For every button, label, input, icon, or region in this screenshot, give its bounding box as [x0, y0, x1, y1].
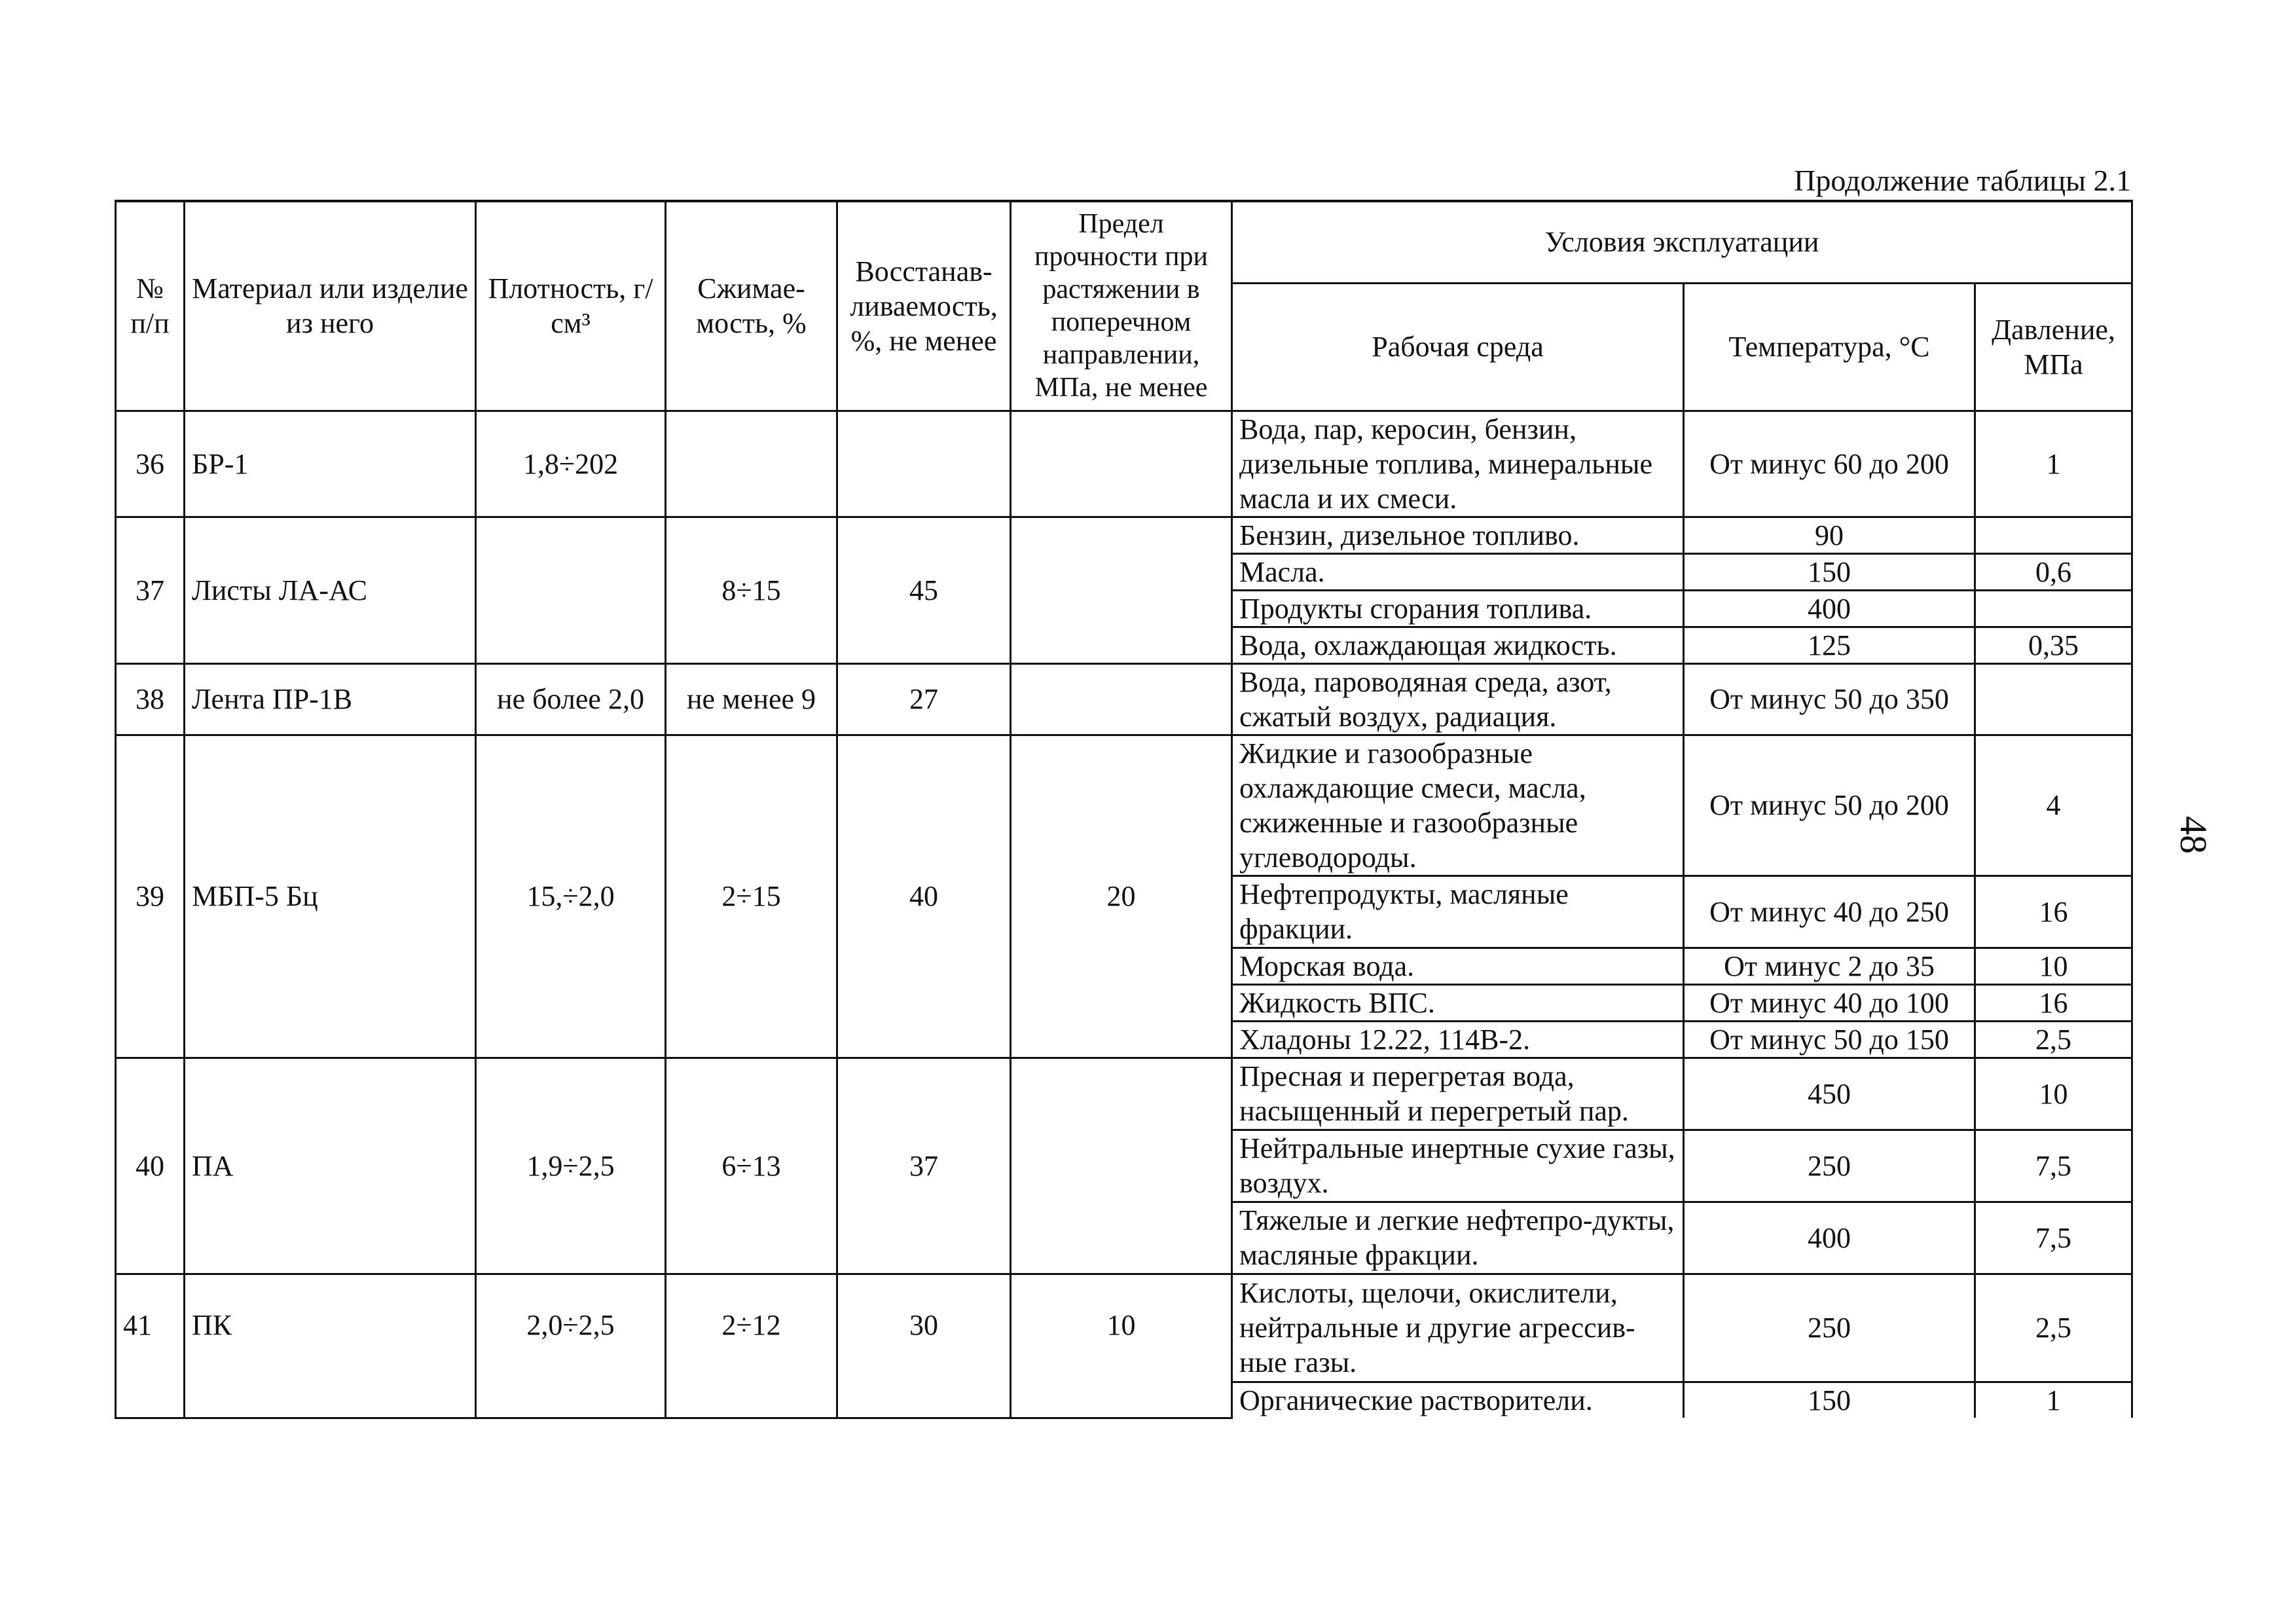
header-compressibility: Сжимае-мость, % — [666, 201, 837, 411]
temperature-value: От минус 50 до 350 — [1684, 663, 1975, 735]
pressure-value: 16 — [1975, 984, 2132, 1021]
medium-text: Хладоны 12.22, 114В-2. — [1232, 1021, 1684, 1058]
header-temperature: Температура, °С — [1684, 283, 1975, 411]
temperature-value: От минус 40 до 250 — [1684, 876, 1975, 948]
pressure-value: 2,5 — [1975, 1274, 2132, 1382]
pressure-value: 4 — [1975, 735, 2132, 876]
density-value: 1,9÷2,5 — [476, 1058, 666, 1274]
temperature-value: От минус 40 до 100 — [1684, 984, 1975, 1021]
table-row — [116, 517, 2132, 553]
temperature-value: 400 — [1684, 590, 1975, 627]
pressure-value: 16 — [1975, 876, 2132, 948]
table-row — [116, 735, 2132, 876]
pressure-value: 10 — [1975, 1058, 2132, 1130]
medium-text: Жидкие и газообразные охлаждающие смеси, масла, сжиженные и газообразные углеводороды. — [1232, 735, 1684, 876]
medium-text: Тяжелые и легкие нефтепро-дукты, масляные фракции. — [1232, 1202, 1684, 1274]
compressibility-value: 2÷15 — [666, 735, 837, 1058]
density-value: не более 2,0 — [476, 663, 666, 735]
recovery-value — [837, 411, 1011, 517]
pressure-value: 10 — [1975, 948, 2132, 984]
header-material: Материал или изделие из него — [185, 201, 476, 411]
row-number: 36 — [116, 411, 185, 517]
medium-text: Органические растворители. — [1232, 1382, 1684, 1418]
pressure-value: 0,35 — [1975, 627, 2132, 663]
medium-text: Вода, пар, керосин, бензин, дизельные топлива, минеральные масла и их смеси. — [1232, 411, 1684, 517]
temperature-value: 90 — [1684, 517, 1975, 553]
pressure-value: 1 — [1975, 1382, 2132, 1418]
temperature-value: 250 — [1684, 1274, 1975, 1382]
table-row — [116, 663, 2132, 735]
strength-value: 20 — [1011, 735, 1232, 1058]
strength-value — [1011, 663, 1232, 735]
medium-text: Бензин, дизельное топливо. — [1232, 517, 1684, 553]
recovery-value: 37 — [837, 1058, 1011, 1274]
temperature-value: От минус 50 до 150 — [1684, 1021, 1975, 1058]
temperature-value: 250 — [1684, 1130, 1975, 1202]
compressibility-value: 8÷15 — [666, 517, 837, 663]
pressure-value: 7,5 — [1975, 1202, 2132, 1274]
header-pressure: Давление, МПа — [1975, 283, 2132, 411]
medium-text: Кислоты, щелочи, окислители, нейтральные и другие агрессив-ные газы. — [1232, 1274, 1684, 1382]
strength-value — [1011, 411, 1232, 517]
density-value — [476, 517, 666, 663]
recovery-value: 27 — [837, 663, 1011, 735]
row-number: 39 — [116, 735, 185, 1058]
page-number: 48 — [2172, 816, 2215, 854]
temperature-value: 400 — [1684, 1202, 1975, 1274]
row-number: 40 — [116, 1058, 185, 1274]
temperature-value: От минус 2 до 35 — [1684, 948, 1975, 984]
table-continuation-caption: Продолжение таблицы 2.1 — [1794, 164, 2131, 197]
medium-text: Вода, пароводяная среда, азот, сжатый воздух, радиация. — [1232, 663, 1684, 735]
density-value: 2,0÷2,5 — [476, 1274, 666, 1418]
compressibility-value: 6÷13 — [666, 1058, 837, 1274]
row-number: 37 — [116, 517, 185, 663]
recovery-value: 30 — [837, 1274, 1011, 1418]
medium-text: Масла. — [1232, 553, 1684, 590]
strength-value: 10 — [1011, 1274, 1232, 1418]
temperature-value: 125 — [1684, 627, 1975, 663]
temperature-value: От минус 60 до 200 — [1684, 411, 1975, 517]
medium-text: Нефтепродукты, масляные фракции. — [1232, 876, 1684, 948]
medium-text: Вода, охлаждающая жидкость. — [1232, 627, 1684, 663]
compressibility-value: 2÷12 — [666, 1274, 837, 1418]
row-number: 41 — [116, 1274, 185, 1418]
pressure-value — [1975, 663, 2132, 735]
temperature-value: 450 — [1684, 1058, 1975, 1130]
medium-text: Пресная и перегретая вода, насыщенный и перегретый пар. — [1232, 1058, 1684, 1130]
medium-text: Жидкость ВПС. — [1232, 984, 1684, 1021]
material-name: БР-1 — [185, 411, 476, 517]
temperature-value: 150 — [1684, 553, 1975, 590]
strength-value — [1011, 517, 1232, 663]
material-name: Листы ЛА-АС — [185, 517, 476, 663]
pressure-value — [1975, 517, 2132, 553]
compressibility-value: не менее 9 — [666, 663, 837, 735]
material-name: ПА — [185, 1058, 476, 1274]
material-name: МБП-5 Бц — [185, 735, 476, 1058]
medium-text: Нейтральные инертные сухие газы, воздух. — [1232, 1130, 1684, 1202]
header-tensile-strength: Предел прочности при растяжении в поперечном направлении, МПа, не менее — [1011, 201, 1232, 411]
recovery-value: 40 — [837, 735, 1011, 1058]
header-operating-conditions: Условия эксплуатации — [1232, 201, 2132, 283]
temperature-value: 150 — [1684, 1382, 1975, 1418]
medium-text: Продукты сгорания топлива. — [1232, 590, 1684, 627]
pressure-value — [1975, 590, 2132, 627]
material-name: Лента ПР-1В — [185, 663, 476, 735]
header-recovery: Восстанав-ливаемость, %, не менее — [837, 201, 1011, 411]
density-value: 15,÷2,0 — [476, 735, 666, 1058]
header-medium: Рабочая среда — [1232, 283, 1684, 411]
table-row — [116, 1274, 2132, 1382]
pressure-value: 2,5 — [1975, 1021, 2132, 1058]
temperature-value: От минус 50 до 200 — [1684, 735, 1975, 876]
row-number: 38 — [116, 663, 185, 735]
pressure-value: 7,5 — [1975, 1130, 2132, 1202]
header-num: № п/п — [116, 201, 185, 411]
header-density: Плотность, г/см³ — [476, 201, 666, 411]
pressure-value: 1 — [1975, 411, 2132, 517]
strength-value — [1011, 1058, 1232, 1274]
materials-table — [115, 200, 2133, 1419]
pressure-value: 0,6 — [1975, 553, 2132, 590]
table-row — [116, 1058, 2132, 1130]
density-value: 1,8÷202 — [476, 411, 666, 517]
medium-text: Морская вода. — [1232, 948, 1684, 984]
recovery-value: 45 — [837, 517, 1011, 663]
compressibility-value — [666, 411, 837, 517]
material-name: ПК — [185, 1274, 476, 1418]
table-row — [116, 411, 2132, 517]
